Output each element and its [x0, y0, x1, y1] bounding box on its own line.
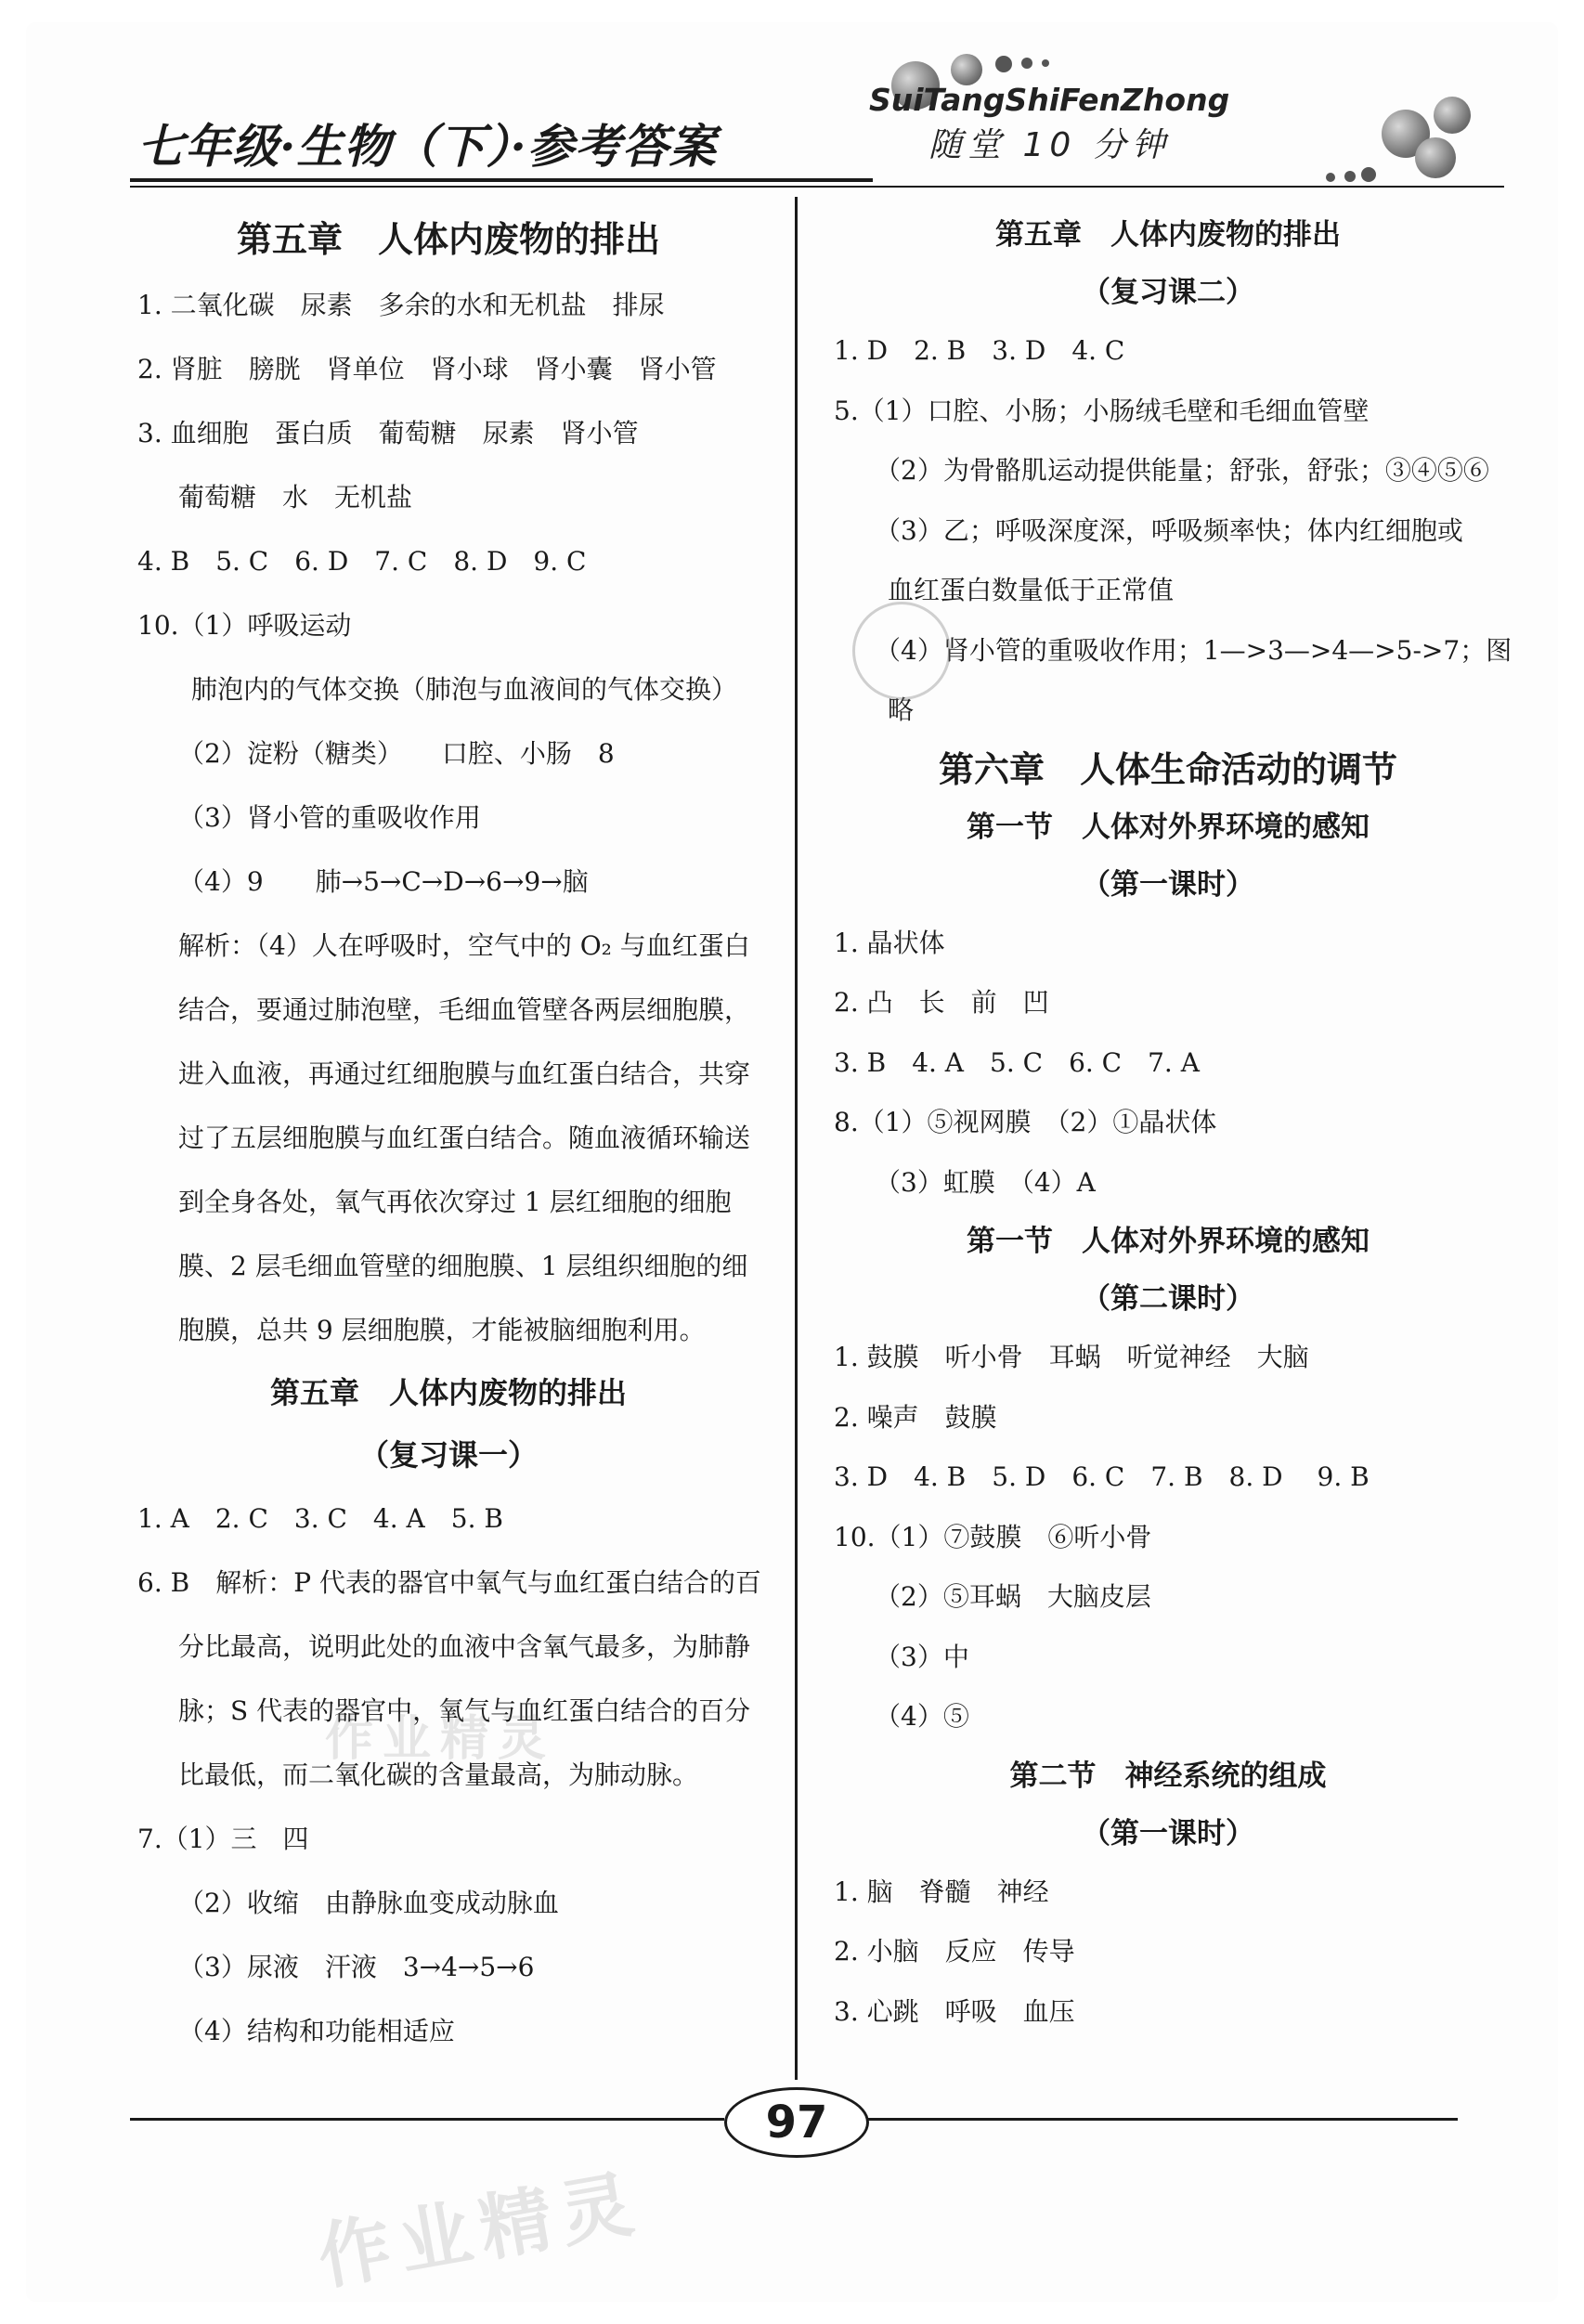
answer-line: 1. 晶状体 [834, 927, 945, 958]
answer-line: 5.（1）口腔、小肠；小肠绒毛壁和毛细血管壁 [834, 395, 1370, 426]
answer-line: 1. D 2. B 3. D 4. C [834, 335, 1125, 366]
answer-continuation: 葡萄糖 水 无机盐 [178, 482, 413, 513]
answer-continuation: （4）9 肺→5→C→D→6→9→脑 [178, 866, 589, 897]
dot-icon [1326, 173, 1335, 182]
answer-continuation: 解析：（4）人在呼吸时，空气中的 O₂ 与血红蛋白 [178, 930, 750, 961]
answer-line: 10.（1）⑦鼓膜 ⑥听小骨 [834, 1521, 1152, 1552]
answer-continuation: 进入血液，再通过红细胞膜与血红蛋白结合，共穿 [178, 1058, 751, 1089]
answer-line: 1. 脑 脊髓 神经 [834, 1876, 1049, 1907]
section-heading: （复习课二） [1082, 276, 1254, 309]
answer-line: 2. 噪声 鼓膜 [834, 1401, 997, 1433]
answer-continuation: 比最低，而二氧化碳的含量最高，为肺动脉。 [178, 1759, 699, 1790]
answer-continuation: 分比最高，说明此处的血液中含氧气最多，为肺静 [178, 1631, 751, 1662]
answer-line: 7.（1）三 四 [137, 1824, 309, 1854]
answer-continuation: （3）肾小管的重吸收作用 [178, 802, 481, 833]
answer-continuation: （4）⑤ [875, 1701, 969, 1732]
answer-continuation: 略 [888, 695, 915, 725]
dot-icon [1021, 58, 1032, 69]
answer-line: 6. B 解析：P 代表的器官中氧气与血红蛋白结合的百 [137, 1567, 761, 1598]
answer-continuation: （3）乙；呼吸深度深，呼吸频率快；体内红细胞或 [875, 514, 1463, 546]
dot-icon [1344, 171, 1356, 182]
section-heading: （第二课时） [1082, 1282, 1254, 1316]
left-column [137, 206, 760, 2063]
header-rule [130, 178, 873, 182]
right-column [834, 206, 1513, 2042]
answer-continuation: 结合，要通过肺泡壁，毛细血管壁各两层细胞膜， [178, 994, 751, 1025]
answer-continuation: 过了五层细胞膜与血红蛋白结合。随血液循环输送 [178, 1123, 751, 1153]
answer-continuation: 胞膜，总共 9 层细胞膜，才能被脑细胞利用。 [178, 1315, 706, 1345]
brand-english: SuiTangShiFenZhong [869, 82, 1230, 118]
answer-continuation: 血红蛋白数量低于正常值 [888, 575, 1175, 605]
header-title: 七年级·生物（下）·参考答案 [137, 119, 717, 174]
watermark: 作业精灵 [312, 2162, 649, 2301]
page-number: 97 [765, 2097, 828, 2149]
answer-continuation: 膜、2 层毛细血管壁的细胞膜、1 层组织细胞的细 [178, 1251, 748, 1281]
answer-continuation: （3）虹膜 （4）A [875, 1166, 1096, 1198]
answer-line: 2. 肾脏 膀胱 肾单位 肾小球 肾小囊 肾小管 [137, 354, 717, 384]
answer-continuation: 脉；S 代表的器官中，氧气与血红蛋白结合的百分 [178, 1695, 751, 1726]
dot-icon [1042, 59, 1049, 67]
answer-continuation: 肺泡内的气体交换（肺泡与血液间的气体交换） [191, 674, 738, 705]
stamp-mark [852, 602, 951, 700]
answer-line: 2. 凸 长 前 凹 [834, 987, 1049, 1018]
answer-line: 4. B 5. C 6. D 7. C 8. D 9. C [137, 546, 587, 577]
answer-line: 3. D 4. B 5. D 6. C 7. B 8. D 9. B [834, 1461, 1370, 1492]
answer-line: 8.（1）⑤视网膜 （2）①晶状体 [834, 1107, 1217, 1137]
answer-line: 1. 二氧化碳 尿素 多余的水和无机盐 排尿 [137, 290, 665, 320]
answer-continuation: （3）中 [875, 1641, 969, 1672]
section-heading: 第二节 神经系统的组成 [1009, 1759, 1327, 1793]
dot-icon [995, 56, 1012, 72]
answer-continuation: （4）结构和功能相适应 [178, 2016, 455, 2046]
answer-line: 3. 血细胞 蛋白质 葡萄糖 尿素 肾小管 [137, 418, 639, 448]
section-heading: 第五章 人体内废物的排出 [995, 218, 1341, 252]
chapter-heading: 第五章 人体内废物的排出 [236, 219, 660, 260]
footer-rule-right [863, 2118, 1458, 2121]
dot-icon [1361, 167, 1376, 182]
answer-line: 2. 小脑 反应 传导 [834, 1936, 1075, 1967]
answer-line: 3. B 4. A 5. C 6. C 7. A [834, 1046, 1200, 1078]
header-rule-thin [130, 186, 1504, 188]
bubble-icon [1434, 97, 1471, 134]
watermark: 作业精灵 [325, 1711, 556, 1767]
section-heading: （复习课一） [358, 1437, 538, 1473]
answer-continuation: （3）尿液 汗液 3→4→5→6 [178, 1952, 535, 1982]
answer-line: 1. A 2. C 3. C 4. A 5. B [137, 1503, 503, 1534]
bubble-icon [1415, 137, 1456, 178]
answer-continuation: （2）收缩 由静脉血变成动脉血 [178, 1888, 559, 1918]
section-heading: （第一课时） [1082, 867, 1254, 902]
chapter-heading: 第六章 人体生命活动的调节 [938, 748, 1397, 790]
bubble-icon [951, 54, 982, 85]
section-heading: 第五章 人体内废物的排出 [269, 1375, 627, 1410]
answer-line: 1. 鼓膜 听小骨 耳蜗 听觉神经 大脑 [834, 1342, 1309, 1372]
answer-line: 3. 心跳 呼吸 血压 [834, 1995, 1075, 2027]
answer-line: 10.（1）呼吸运动 [137, 610, 352, 641]
brand-chinese: 随堂 10 分钟 [928, 126, 1171, 164]
answer-continuation: （2）淀粉（糖类） 口腔、小肠 8 [178, 738, 615, 769]
answer-continuation: （4）肾小管的重吸收作用；1—>3—>4—>5->7；图 [875, 634, 1513, 666]
answer-continuation: （2）⑤耳蜗 大脑皮层 [875, 1581, 1151, 1612]
answer-continuation: （2）为骨骼肌运动提供能量；舒张，舒张；③④⑤⑥ [875, 455, 1489, 486]
page-number-badge [724, 2087, 869, 2158]
section-heading: 第一节 人体对外界环境的感知 [967, 810, 1370, 844]
answer-continuation: 到全身各处，氧气再依次穿过 1 层红细胞的细胞 [178, 1187, 732, 1217]
section-heading: （第一课时） [1082, 1816, 1254, 1850]
footer-rule-left [130, 2118, 724, 2121]
column-divider [795, 197, 798, 2080]
section-heading: 第一节 人体对外界环境的感知 [967, 1225, 1370, 1258]
